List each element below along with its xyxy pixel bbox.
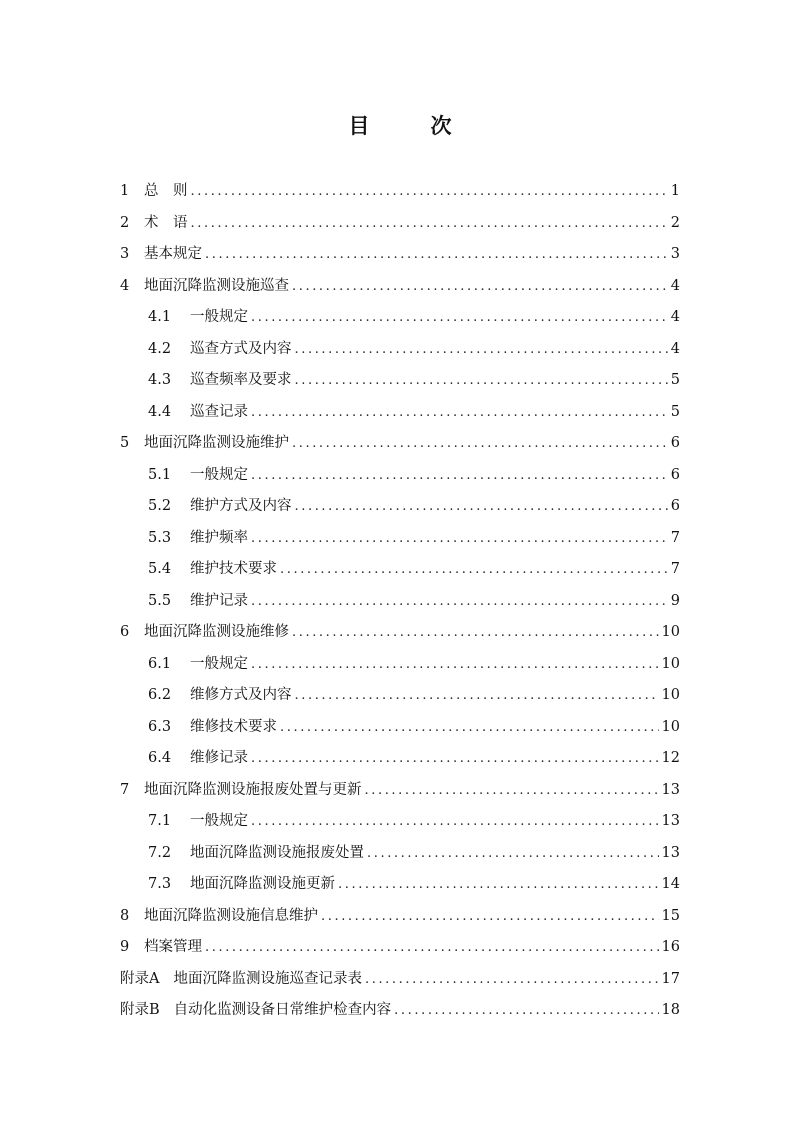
toc-leader-dots (280, 554, 668, 586)
toc-entry[interactable] (120, 523, 680, 555)
toc-leader-dots (365, 775, 659, 807)
toc-entry-number: 4.1 (148, 309, 172, 325)
toc-entry-number: 附录A (120, 970, 160, 987)
toc-entry[interactable] (120, 680, 680, 712)
toc-entry[interactable] (120, 586, 680, 618)
toc-leader-dots (394, 995, 658, 1027)
toc-entry-number: 7.1 (148, 813, 172, 829)
toc-leader-dots (367, 838, 659, 870)
toc-entry[interactable] (120, 176, 680, 208)
toc-entry-number: 5 (120, 435, 130, 451)
toc-entry-number: 9 (120, 939, 130, 955)
toc-entry[interactable] (120, 208, 680, 240)
toc-entry-number: 6.2 (148, 687, 172, 703)
toc-entry-label: 维修方式及内容 (190, 687, 292, 703)
toc-leader-dots (251, 586, 668, 618)
toc-entry-number: 7.2 (148, 844, 172, 861)
toc-entry-page: 12 (661, 750, 680, 766)
toc-entry[interactable] (120, 775, 680, 807)
toc-leader-dots (292, 617, 659, 649)
toc-entry-label: 地面沉降监测设施巡查记录表 (173, 970, 362, 987)
toc-entry[interactable] (120, 649, 680, 681)
toc-entry-number: 1 (120, 183, 130, 199)
toc-entry[interactable] (120, 460, 680, 492)
toc-entry-label: 总 则 (144, 183, 188, 199)
toc-entry-page: 4 (670, 309, 680, 325)
toc-leader-dots (251, 806, 659, 838)
toc-entry-page: 18 (661, 1002, 680, 1018)
toc-leader-dots (251, 460, 668, 492)
toc-entry[interactable] (120, 491, 680, 523)
toc-leader-dots (251, 523, 668, 555)
toc-entry-label: 地面沉降监测设施维护 (144, 435, 289, 451)
toc-entry[interactable] (120, 712, 680, 744)
toc-entry-page: 10 (661, 624, 680, 640)
toc-entry-page: 14 (661, 876, 680, 892)
toc-entry-label: 自动化监测设备日常维护检查内容 (173, 1002, 392, 1018)
toc-entry-label: 一般规定 (190, 655, 248, 672)
table-of-contents (120, 176, 680, 1027)
toc-entry[interactable] (120, 239, 680, 271)
toc-entry-number: 6.3 (148, 718, 172, 735)
toc-leader-dots (251, 649, 659, 681)
toc-entry-page: 6 (670, 466, 680, 483)
toc-entry-page: 15 (661, 907, 680, 924)
toc-leader-dots (295, 680, 659, 712)
toc-entry-label: 维护记录 (190, 592, 248, 609)
toc-entry-page: 10 (661, 718, 680, 735)
toc-entry-page: 13 (661, 781, 680, 798)
toc-leader-dots (191, 208, 668, 240)
toc-leader-dots (280, 712, 659, 744)
toc-entry-label: 地面沉降监测设施更新 (190, 876, 335, 892)
toc-entry-page: 7 (670, 529, 680, 546)
toc-entry-label: 维修技术要求 (190, 718, 277, 735)
toc-entry-label: 维护技术要求 (190, 561, 277, 577)
toc-entry-page: 1 (670, 183, 680, 199)
toc-entry-number: 6.4 (148, 750, 172, 766)
toc-leader-dots (191, 176, 668, 208)
toc-entry-page: 10 (661, 687, 680, 703)
toc-leader-dots (251, 397, 668, 429)
toc-entry-page: 17 (661, 970, 680, 987)
toc-entry-number: 3 (120, 246, 130, 262)
toc-entry[interactable] (120, 302, 680, 334)
toc-entry-label: 档案管理 (144, 939, 202, 955)
toc-entry-page: 5 (670, 372, 680, 388)
toc-entry-number: 8 (120, 907, 130, 924)
toc-entry-label: 术 语 (144, 214, 188, 231)
toc-entry[interactable] (120, 901, 680, 933)
toc-entry-page: 10 (661, 655, 680, 672)
toc-entry-label: 一般规定 (190, 309, 248, 325)
toc-leader-dots (205, 239, 668, 271)
toc-entry-number: 5.3 (148, 529, 172, 546)
toc-entry-number: 5.4 (148, 561, 172, 577)
toc-entry-number: 2 (120, 214, 130, 231)
toc-entry[interactable] (120, 428, 680, 460)
toc-entry-page: 2 (670, 214, 680, 231)
toc-entry-number: 7.3 (148, 876, 172, 892)
toc-entry-number: 6 (120, 624, 130, 640)
toc-leader-dots (292, 271, 668, 303)
toc-entry-label: 巡查记录 (190, 403, 248, 420)
toc-entry-number: 5.1 (148, 466, 172, 483)
toc-leader-dots (295, 365, 668, 397)
toc-entry[interactable] (120, 806, 680, 838)
toc-entry-label: 基本规定 (144, 246, 202, 262)
toc-leader-dots (338, 869, 659, 901)
toc-entry-number: 4.2 (148, 340, 172, 357)
toc-entry[interactable] (120, 397, 680, 429)
toc-entry-number: 7 (120, 781, 130, 798)
toc-entry-number: 6.1 (148, 655, 172, 672)
toc-leader-dots (295, 334, 668, 366)
toc-entry-label: 巡查方式及内容 (190, 340, 292, 357)
toc-entry-page: 7 (670, 561, 680, 577)
toc-entry-page: 16 (661, 939, 680, 955)
toc-entry[interactable] (120, 964, 680, 996)
toc-leader-dots (251, 302, 668, 334)
toc-leader-dots (365, 964, 659, 996)
toc-entry-label: 一般规定 (190, 466, 248, 483)
toc-entry-label: 一般规定 (190, 813, 248, 829)
toc-entry-label: 地面沉降监测设施信息维护 (144, 907, 318, 924)
toc-entry-page: 13 (661, 813, 680, 829)
page-title: 目 次 (348, 114, 472, 138)
toc-entry-label: 维护方式及内容 (190, 498, 292, 514)
toc-entry[interactable] (120, 838, 680, 870)
toc-entry[interactable] (120, 617, 680, 649)
toc-leader-dots (292, 428, 668, 460)
toc-entry-page: 5 (670, 403, 680, 420)
toc-entry-label: 地面沉降监测设施报废处置 (190, 844, 364, 861)
toc-entry-number: 4.4 (148, 403, 172, 420)
toc-entry-page: 9 (670, 592, 680, 609)
toc-leader-dots (251, 743, 659, 775)
toc-entry[interactable] (120, 365, 680, 397)
toc-entry-label: 地面沉降监测设施报废处置与更新 (144, 781, 362, 798)
toc-entry-number: 5.5 (148, 592, 172, 609)
toc-entry[interactable] (120, 271, 680, 303)
toc-entry[interactable] (120, 334, 680, 366)
toc-entry-page: 6 (670, 498, 680, 514)
toc-entry-number: 附录B (120, 1002, 160, 1018)
toc-entry[interactable] (120, 869, 680, 901)
toc-entry[interactable] (120, 743, 680, 775)
toc-leader-dots (295, 491, 668, 523)
toc-entry-number: 4.3 (148, 372, 172, 388)
toc-entry-page: 4 (670, 277, 680, 294)
toc-entry-label: 地面沉降监测设施巡查 (144, 277, 289, 294)
toc-entry-label: 维护频率 (190, 529, 248, 546)
toc-entry[interactable] (120, 995, 680, 1027)
toc-entry-page: 6 (670, 435, 680, 451)
toc-entry-page: 3 (670, 246, 680, 262)
toc-entry-page: 4 (670, 340, 680, 357)
toc-entry[interactable] (120, 554, 680, 586)
toc-leader-dots (321, 901, 659, 933)
toc-entry[interactable] (120, 932, 680, 964)
toc-entry-label: 巡查频率及要求 (190, 372, 292, 388)
toc-leader-dots (205, 932, 659, 964)
toc-entry-label: 地面沉降监测设施维修 (144, 624, 289, 640)
toc-entry-number: 4 (120, 277, 130, 294)
toc-entry-number: 5.2 (148, 498, 172, 514)
toc-entry-page: 13 (661, 844, 680, 861)
toc-entry-label: 维修记录 (190, 750, 248, 766)
